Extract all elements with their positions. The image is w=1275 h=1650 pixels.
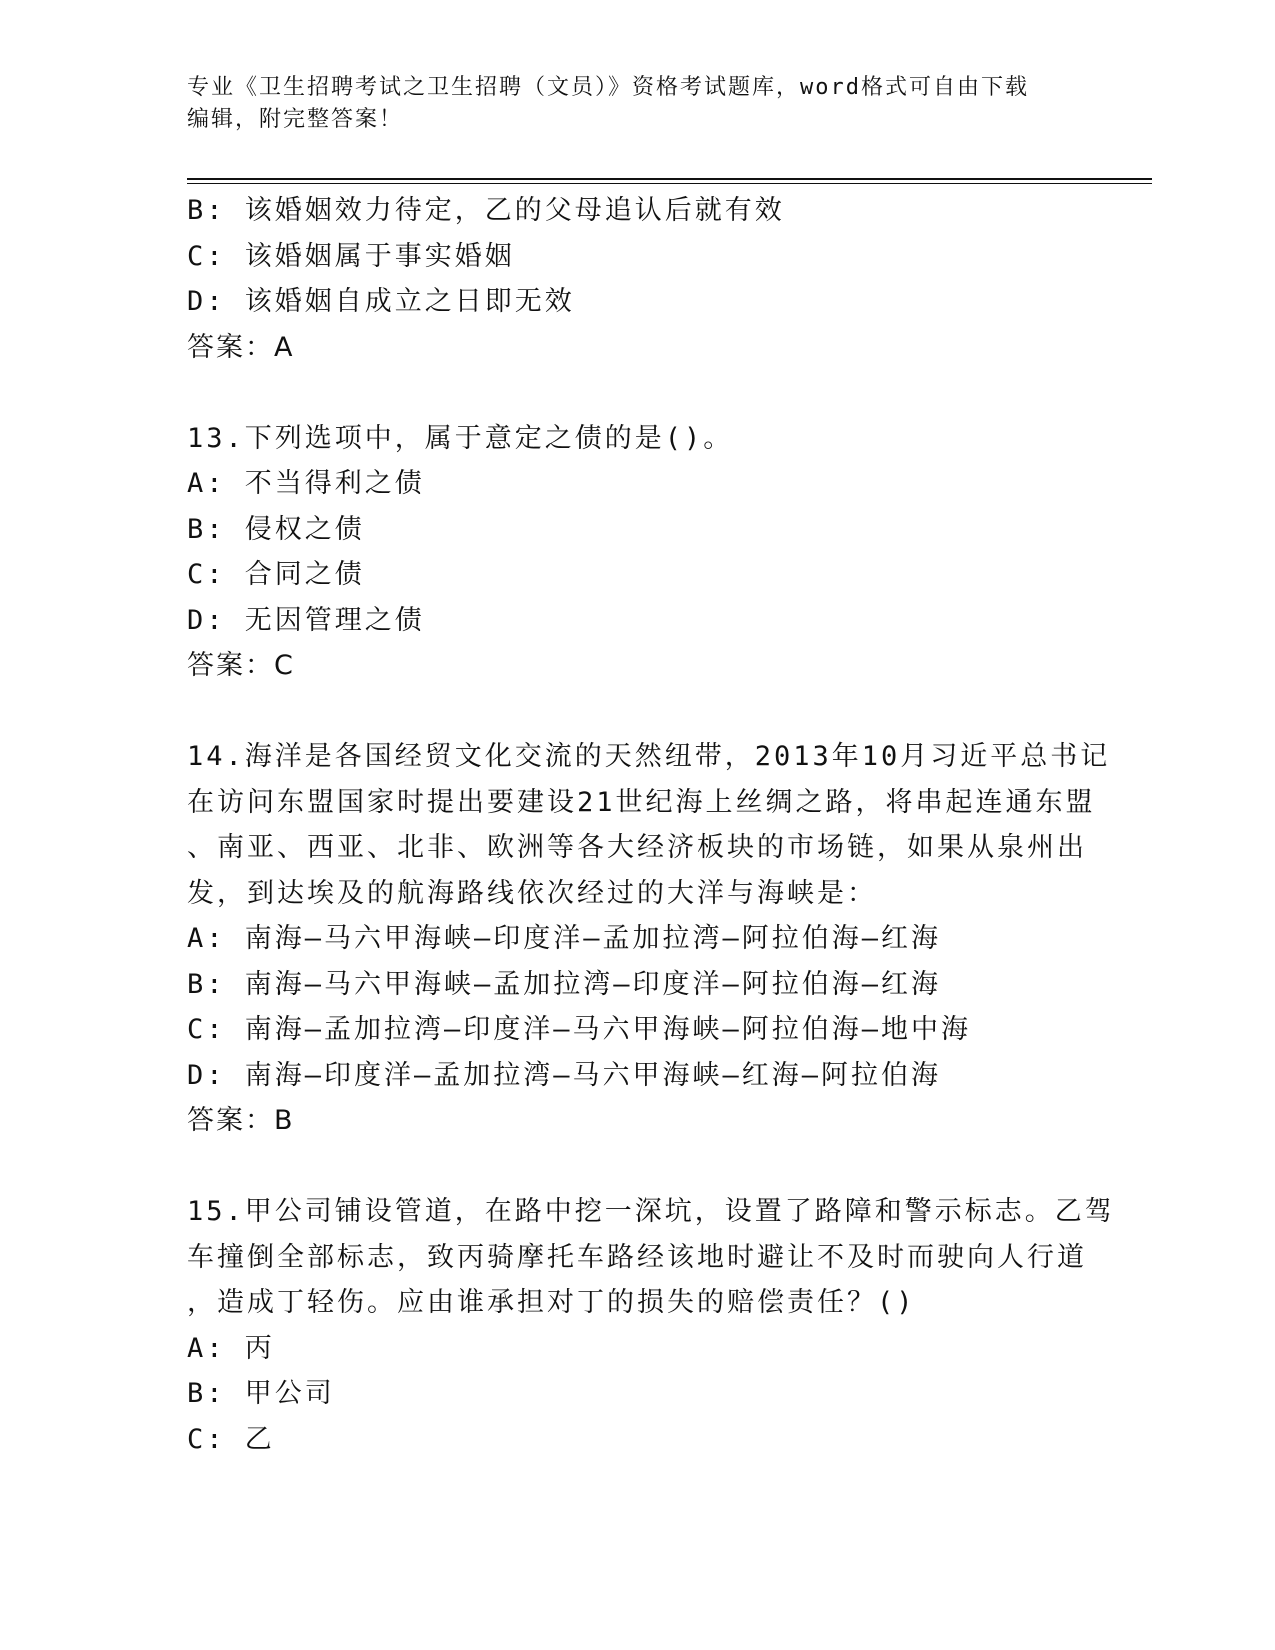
- answer-line: 答案：B: [187, 1105, 295, 1136]
- option-b: B: 侵权之债: [187, 513, 365, 545]
- header-title-line-2: 编辑，附完整答案！: [187, 107, 404, 132]
- option-d: D: 南海—印度洋—孟加拉湾—马六甲海峡—红海—阿拉伯海: [187, 1059, 942, 1091]
- question-15: [187, 1189, 1115, 1462]
- option-c: C: 乙: [187, 1423, 275, 1455]
- option-c: C: 合同之债: [187, 559, 365, 590]
- page-header: [187, 72, 1067, 136]
- question-list: [187, 188, 1115, 1462]
- question-stem-line: 15.甲公司铺设管道，在路中挖一深坑，设置了路障和警示标志。乙驾: [187, 1196, 1115, 1227]
- option-d: D: 无因管理之债: [187, 604, 425, 636]
- question-spacer: [187, 689, 1087, 735]
- answer-line: 答案：A: [187, 331, 295, 363]
- question-stem-line: 发，到达埃及的航海路线依次经过的大洋与海峡是：: [187, 877, 877, 909]
- question-stem-line: 、南亚、西亚、北非、欧洲等各大经济板块的市场链，如果从泉州出: [187, 832, 1087, 863]
- question-stem-line: 14.海洋是各国经贸文化交流的天然纽带，2013年10月习近平总书记: [187, 741, 1111, 772]
- option-b: B: 甲公司: [187, 1378, 335, 1409]
- option-d: D: 该婚姻自成立之日即无效: [187, 286, 575, 317]
- question-stem-line: 在访问东盟国家时提出要建设21世纪海上丝绸之路，将串起连通东盟: [187, 786, 1096, 818]
- question-12-continued: [187, 188, 1087, 370]
- option-c: C: 该婚姻属于事实婚姻: [187, 240, 515, 272]
- header-title-line-1: 专业《卫生招聘考试之卫生招聘（文员）》资格考试题库，word格式可自由下载: [187, 75, 1029, 100]
- option-a: A: 丙: [187, 1332, 275, 1364]
- header-divider-thick: [187, 178, 1152, 180]
- option-c: C: 南海—孟加拉湾—印度洋—马六甲海峡—阿拉伯海—地中海: [187, 1014, 972, 1045]
- question-spacer: [187, 1144, 1087, 1190]
- option-b: B: 南海—马六甲海峡—孟加拉湾—印度洋—阿拉伯海—红海: [187, 968, 942, 1000]
- question-stem: 13.下列选项中，属于意定之债的是()。: [187, 422, 734, 454]
- question-stem-line: 车撞倒全部标志，致丙骑摩托车路经该地时避让不及时而驶向人行道: [187, 1241, 1087, 1273]
- header-divider-thin: [187, 183, 1152, 184]
- answer-line: 答案：C: [187, 650, 295, 681]
- question-13: [187, 416, 1087, 689]
- option-a: A: 不当得利之债: [187, 468, 425, 499]
- option-b: B: 该婚姻效力待定，乙的父母追认后就有效: [187, 195, 785, 226]
- question-spacer: [187, 370, 1087, 416]
- option-a: A: 南海—马六甲海峡—印度洋—孟加拉湾—阿拉伯海—红海: [187, 923, 942, 954]
- question-14: [187, 734, 1111, 1144]
- question-stem-line: ，造成丁轻伤。应由谁承担对丁的损失的赔偿责任？(): [187, 1287, 916, 1318]
